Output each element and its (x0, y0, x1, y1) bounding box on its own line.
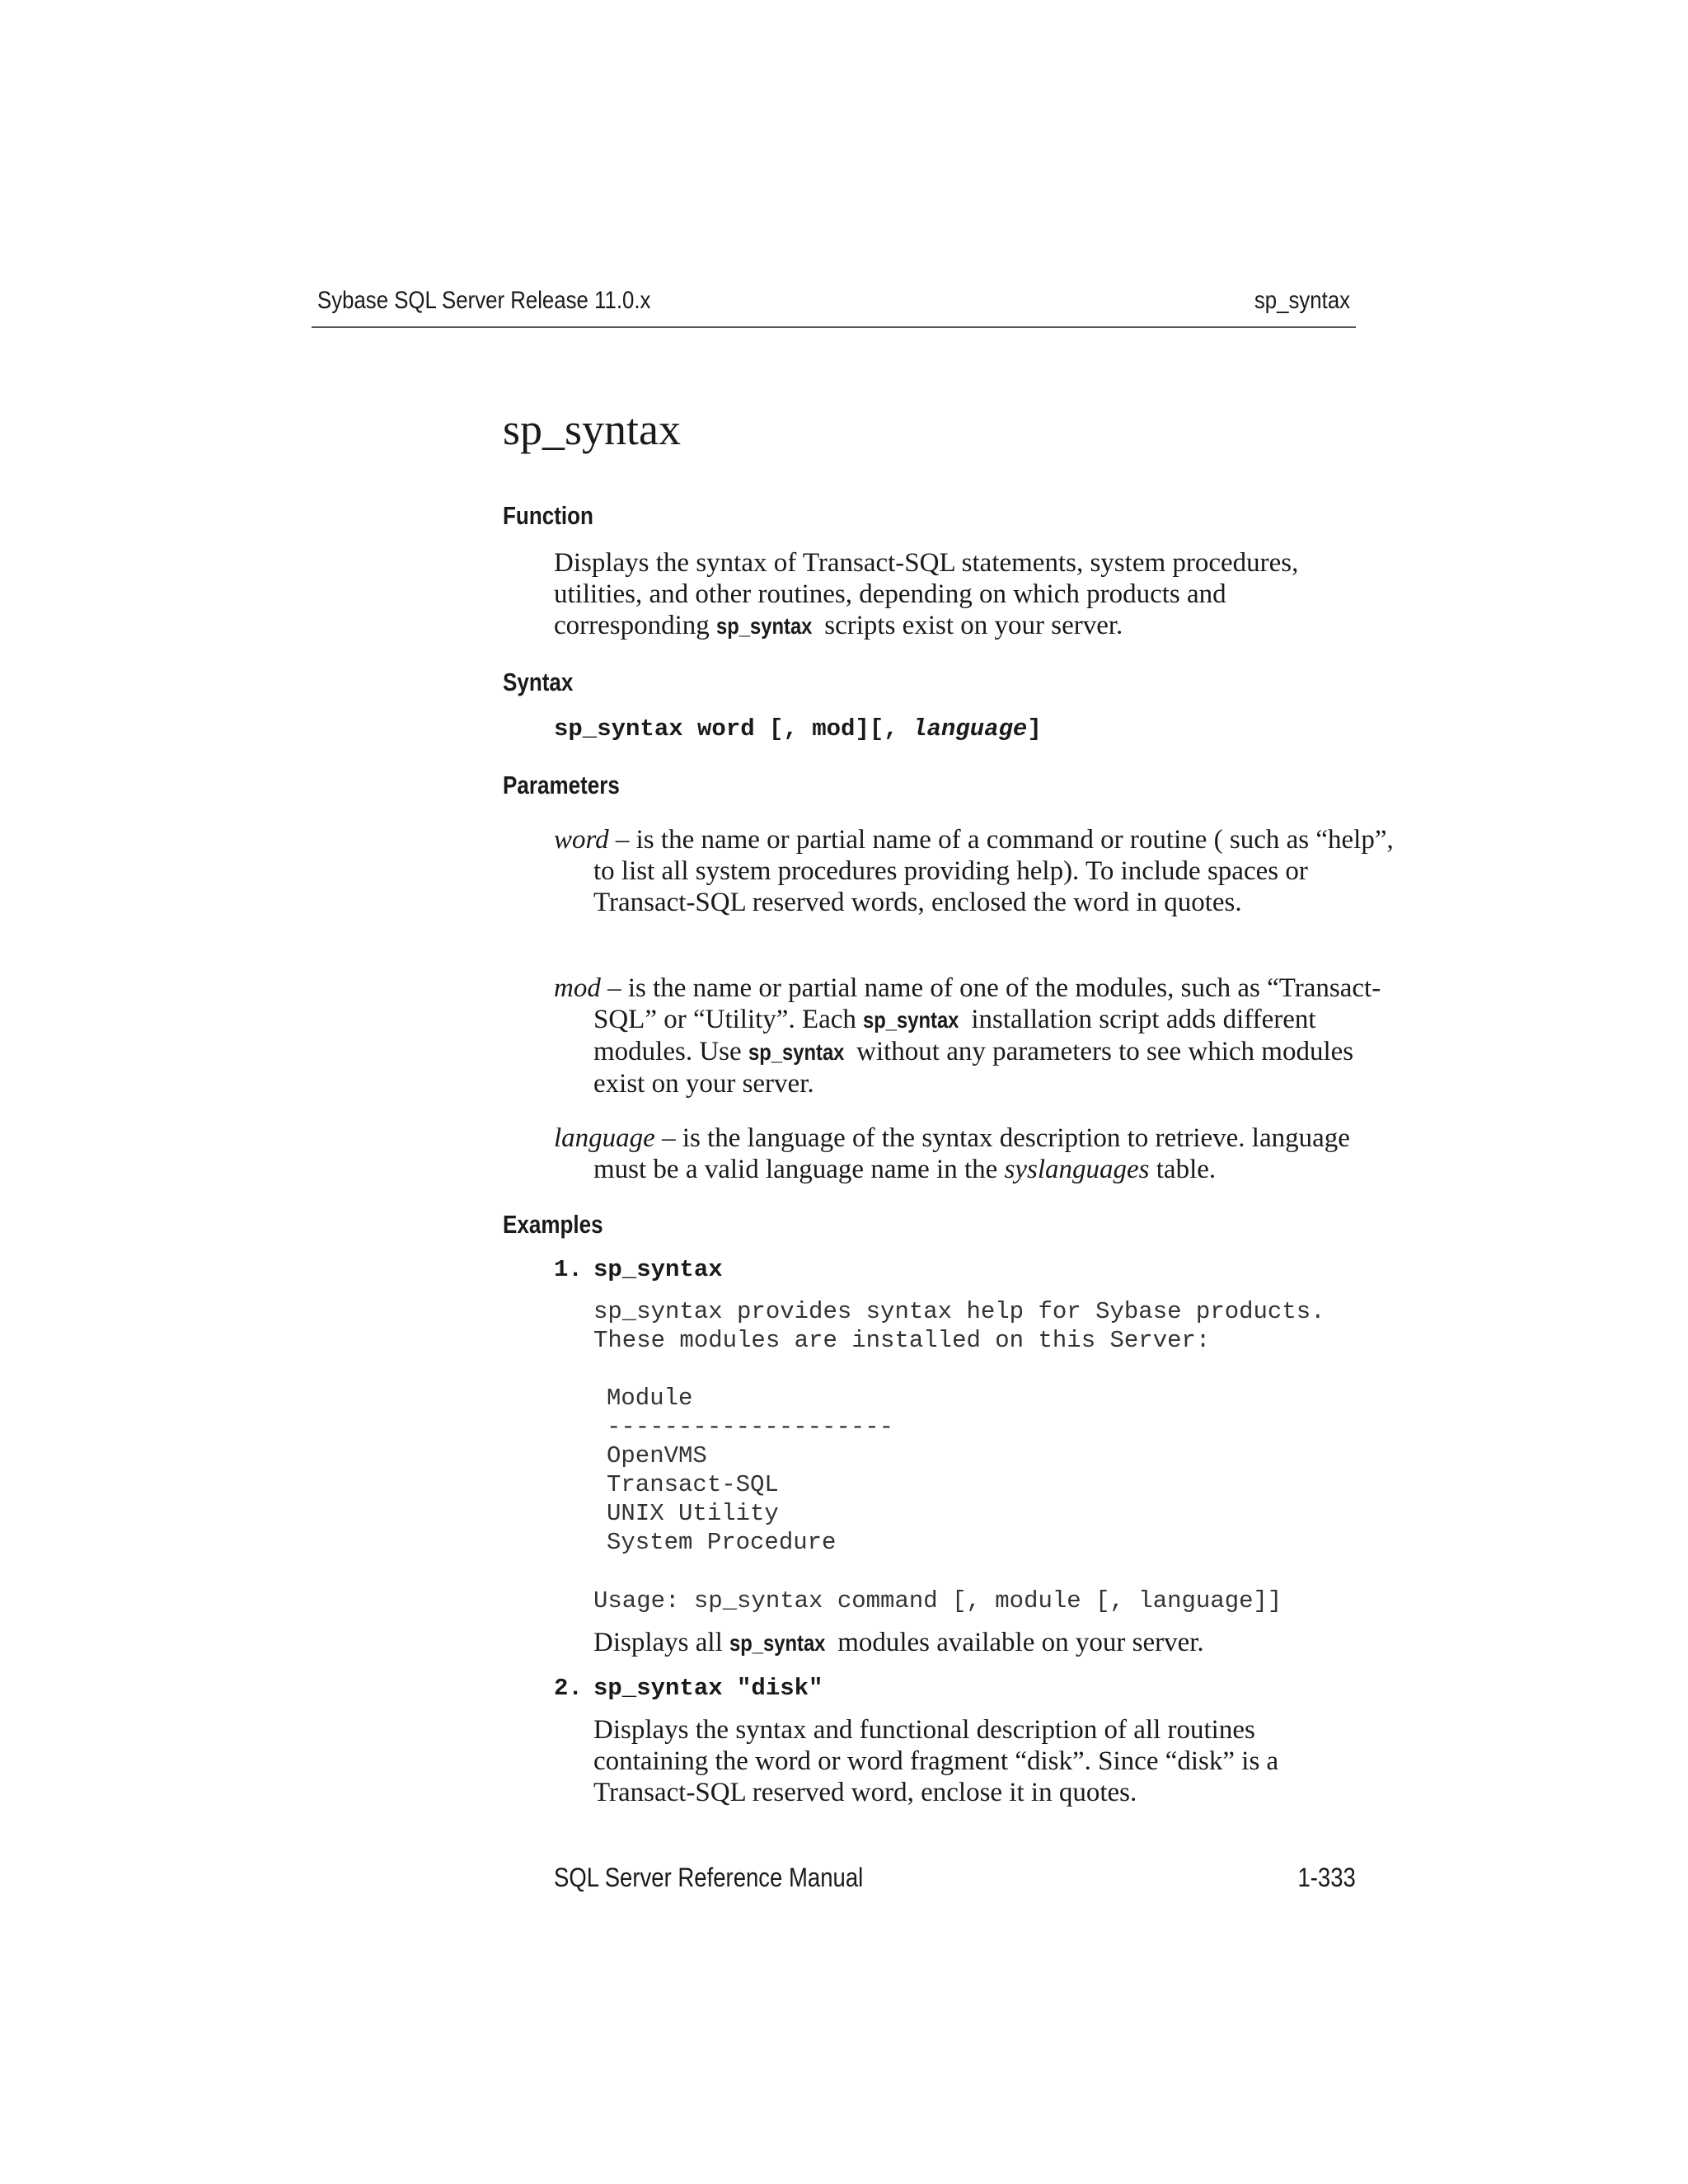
example-1-description: Displays all sp_syntax modules available on your server. (593, 1628, 1204, 1657)
example-1-command: 1. sp_syntax (554, 1256, 723, 1283)
examples-heading: Examples (503, 1210, 603, 1239)
example-2-command: 2. sp_syntax "disk" (554, 1675, 823, 1702)
sp-syntax-mark: sp_syntax (716, 613, 813, 639)
footer-manual-title: SQL Server Reference Manual (554, 1863, 864, 1892)
example-1-module-list: Module -------------------- OpenVMS Transact-SQL UNIX Utility System Procedure (607, 1385, 894, 1556)
running-header-left: Sybase SQL Server Release 11.0.x (317, 287, 651, 314)
example-1-output-intro: sp_syntax provides syntax help for Sybase products. These modules are installed on this Server: (593, 1298, 1325, 1354)
param-mod: mod – is the name or partial name of one of the modules, such as “Transact-SQL” or “Utility”. Each sp_syntax installation script adds different modules. Use sp_syntax without any parameters to see which modules exist on your server. (554, 973, 1381, 1099)
page-title: sp_syntax (503, 405, 681, 454)
syntax-heading: Syntax (503, 668, 574, 696)
running-header-right: sp_syntax (1254, 287, 1350, 314)
example-2-description: Displays the syntax and functional description of all routines containing the word or word fragment “disk”. Since “disk” is a Transact-SQL reserved word, enclose it in quotes. (593, 1715, 1279, 1807)
param-word: word – is the name or partial name of a command or routine ( such as “help”, to list all system procedures providing help). To include spaces or Transact-SQL reserved words, enclosed the word in quotes. (554, 825, 1394, 917)
parameters-heading: Parameters (503, 771, 620, 799)
function-heading: Function (503, 501, 593, 530)
example-1-usage: Usage: sp_syntax command [, module [, language]] (593, 1587, 1282, 1615)
header-rule (312, 326, 1356, 328)
function-description: Displays the syntax of Transact-SQL statements, system procedures, utilities, and other routines, depending on which products and corresponding sp_syntax scripts exist on your server. (554, 548, 1299, 640)
param-language: language – is the language of the syntax description to retrieve. language must be a valid language name in the syslanguages table. (554, 1123, 1350, 1184)
syntax-code: sp_syntax word [, mod][, language] (554, 715, 1042, 743)
page-number: 1-333 (1297, 1863, 1356, 1892)
